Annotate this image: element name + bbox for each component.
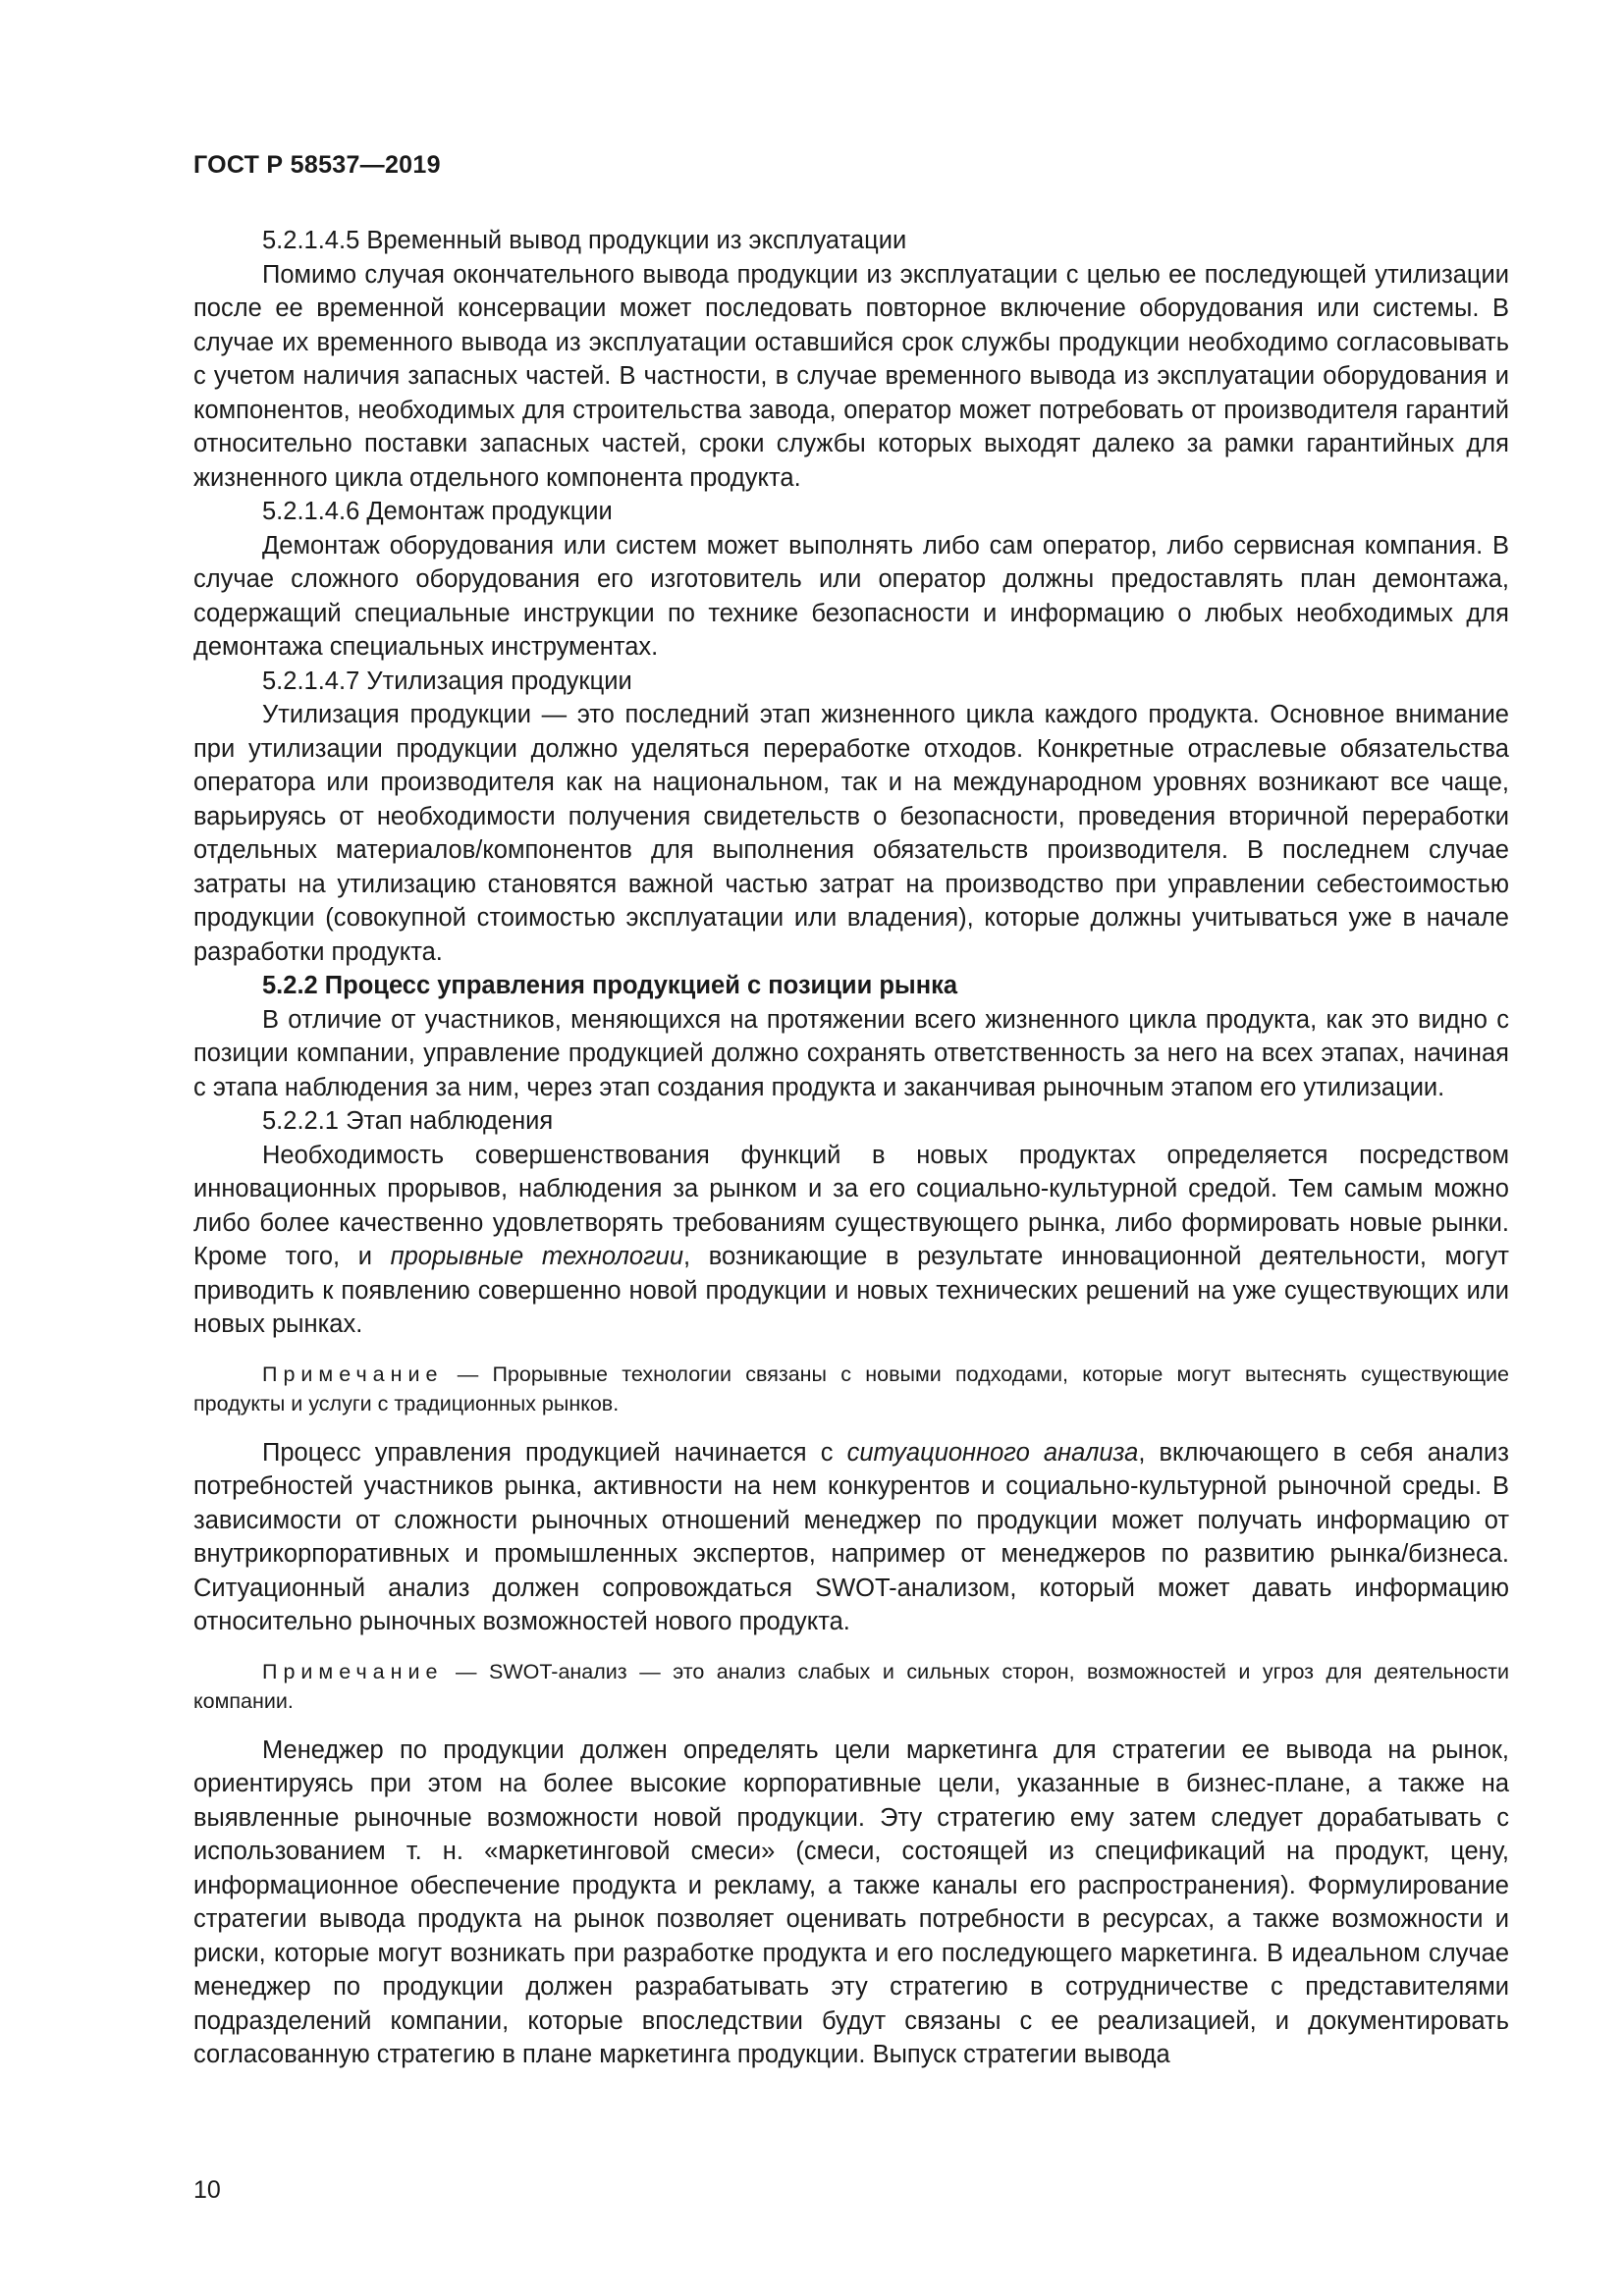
section-heading-5-2-2: 5.2.2 Процесс управления продукцией с позиции рынка (262, 972, 958, 999)
document-header: ГОСТ Р 58537—2019 (193, 151, 441, 179)
note-breakthrough-technologies (193, 1360, 1509, 1418)
section-heading-5-2-2-1: 5.2.2.1 Этап наблюдения (262, 1107, 554, 1135)
text-part: , включающего в себя анализ потребностей участников рынка, активности на нем конкурентов и социально-культурной рыночной среды. В зависимости от сложности рыночных отношений менеджер по продукции может получать информацию от внутрикорпоративных и промышленных экспертов, например от менеджеров по развитию рынка/бизнеса. Ситуационный анализ должен сопровождаться SWOT-анализом, который может давать информацию относительно рыночных возможностей нового продукта. (193, 1438, 1509, 1635)
paragraph-marketing-strategy: Менеджер по продукции должен определять цели маркетинга для стратегии ее вывода на рынок, ориентируясь при этом на более высокие корпоративные цели, указанные в бизнес-плане, а также на выявленные рыночные возможности новой продукции. Эту стратегию ему затем следует дорабатывать с использованием т. н. «маркетинговой смеси» (смеси, состоящей из спецификаций на продукт, цену, информационное обеспечение продукта и рекламу, а также каналы его распространения). Формулирование стратегии вывода продукта на рынок позволяет оценивать потребности в ресурсах, а также возможности и риски, которые могут возникать при разработке продукта и его последующего маркетинга. В идеальном случае менеджер по продукции должен разрабатывать эту стратегию в сотрудничестве с представителями подразделений компании, которые впоследствии будут связаны с ее реализацией, и документировать согласованную стратегию в плане маркетинга продукции. Выпуск стратегии вывода (193, 1735, 1509, 2068)
note-swot (193, 1657, 1509, 1716)
italic-term: ситуационного анализа (846, 1438, 1139, 1467)
section-heading-5-2-1-4-7: 5.2.1.4.7 Утилизация продукции (262, 667, 632, 695)
section-text-5-2-1-4-5: Помимо случая окончательного вывода продукции из эксплуатации с целью ее последующей утилизации после ее временной консервации может последовать повторное включение оборудования или системы. В случае их временного вывода из эксплуатации оставшийся срок службы продукции необходимо согласовывать с учетом наличия запасных частей. В частности, в случае временного вывода из эксплуатации оборудования и компонентов, необходимых для строительства завода, оператор может потребовать от производителя гарантий относительно поставки запасных частей, сроки службы которых выходят далеко за рамки гарантийных для жизненного цикла отдельного компонента продукта. (193, 260, 1509, 492)
section-text-5-2-2: В отличие от участников, меняющихся на протяжении всего жизненного цикла продукта, как это видно с позиции компании, управление продукцией должно сохранять ответственность за него на всех этапах, начиная с этапа наблюдения за ним, через этап создания продукта и заканчивая рыночным этапом его утилизации. (193, 1005, 1509, 1101)
section-text-5-2-1-4-7: Утилизация продукции — это последний этап жизненного цикла каждого продукта. Основное внимание при утилизации продукции должно уделяться переработке отходов. Конкретные отраслевые обязательства оператора или производителя как на национальном, так и на международном уровнях возникают все чаще, варьируясь от необходимости получения свидетельств о безопасности, проведения вторичной переработки отдельных материалов/компонентов для выполнения обязательств производителя. В последнем случае затраты на утилизацию становятся важной частью затрат на производство при управлении себестоимостью продукции (совокупной стоимостью эксплуатации или владения), которые должны учитываться уже в начале разработки продукта. (193, 701, 1509, 966)
italic-term: прорывные технологии (390, 1243, 684, 1270)
section-heading-5-2-1-4-6: 5.2.1.4.6 Демонтаж продукции (262, 498, 613, 525)
text-part: Необходимость совершенствования функций в новых продуктах определяется посредством инновационных прорывов, наблюдения за рынком и за его социально-культурной средой. Тем самым можно либо более качественно удовлетворять требованиям существующего рынка, либо формировать новые рынки. Кроме того, и (193, 1141, 1509, 1270)
section-text-5-2-2-1 (193, 1139, 1509, 1342)
section-text-5-2-1-4-6: Демонтаж оборудования или систем может выполнять либо сам оператор, либо сервисная компания. В случае сложного оборудования его изготовитель или оператор должны предоставлять план демонтажа, содержащий специальные инструкции по технике безопасности и информацию о любых необходимых для демонтажа специальных инструментах. (193, 531, 1509, 661)
page-number: 10 (193, 2176, 221, 2204)
paragraph-situation-analysis (193, 1436, 1509, 1639)
text-part: Процесс управления продукцией начинается с (262, 1438, 847, 1467)
section-heading-5-2-1-4-5: 5.2.1.4.5 Временный вывод продукции из эксплуатации (262, 227, 907, 254)
note-text: — SWOT-анализ — это анализ слабых и сильных сторон, возможностей и угроз для деятельности компании. (193, 1659, 1509, 1713)
text-part: , возникающие в результате инновационной деятельности, могут приводить к появлению совершенно новой продукции и новых технических решений на уже существующих или новых рынках. (193, 1243, 1509, 1338)
note-label: Примечание (262, 1362, 444, 1386)
document-body (193, 224, 1509, 2072)
note-text: — Прорывные технологии связаны с новыми подходами, которые могут вытеснять существующие продукты и услуги с традиционных рынков. (193, 1362, 1509, 1415)
note-label: Примечание (262, 1659, 444, 1683)
